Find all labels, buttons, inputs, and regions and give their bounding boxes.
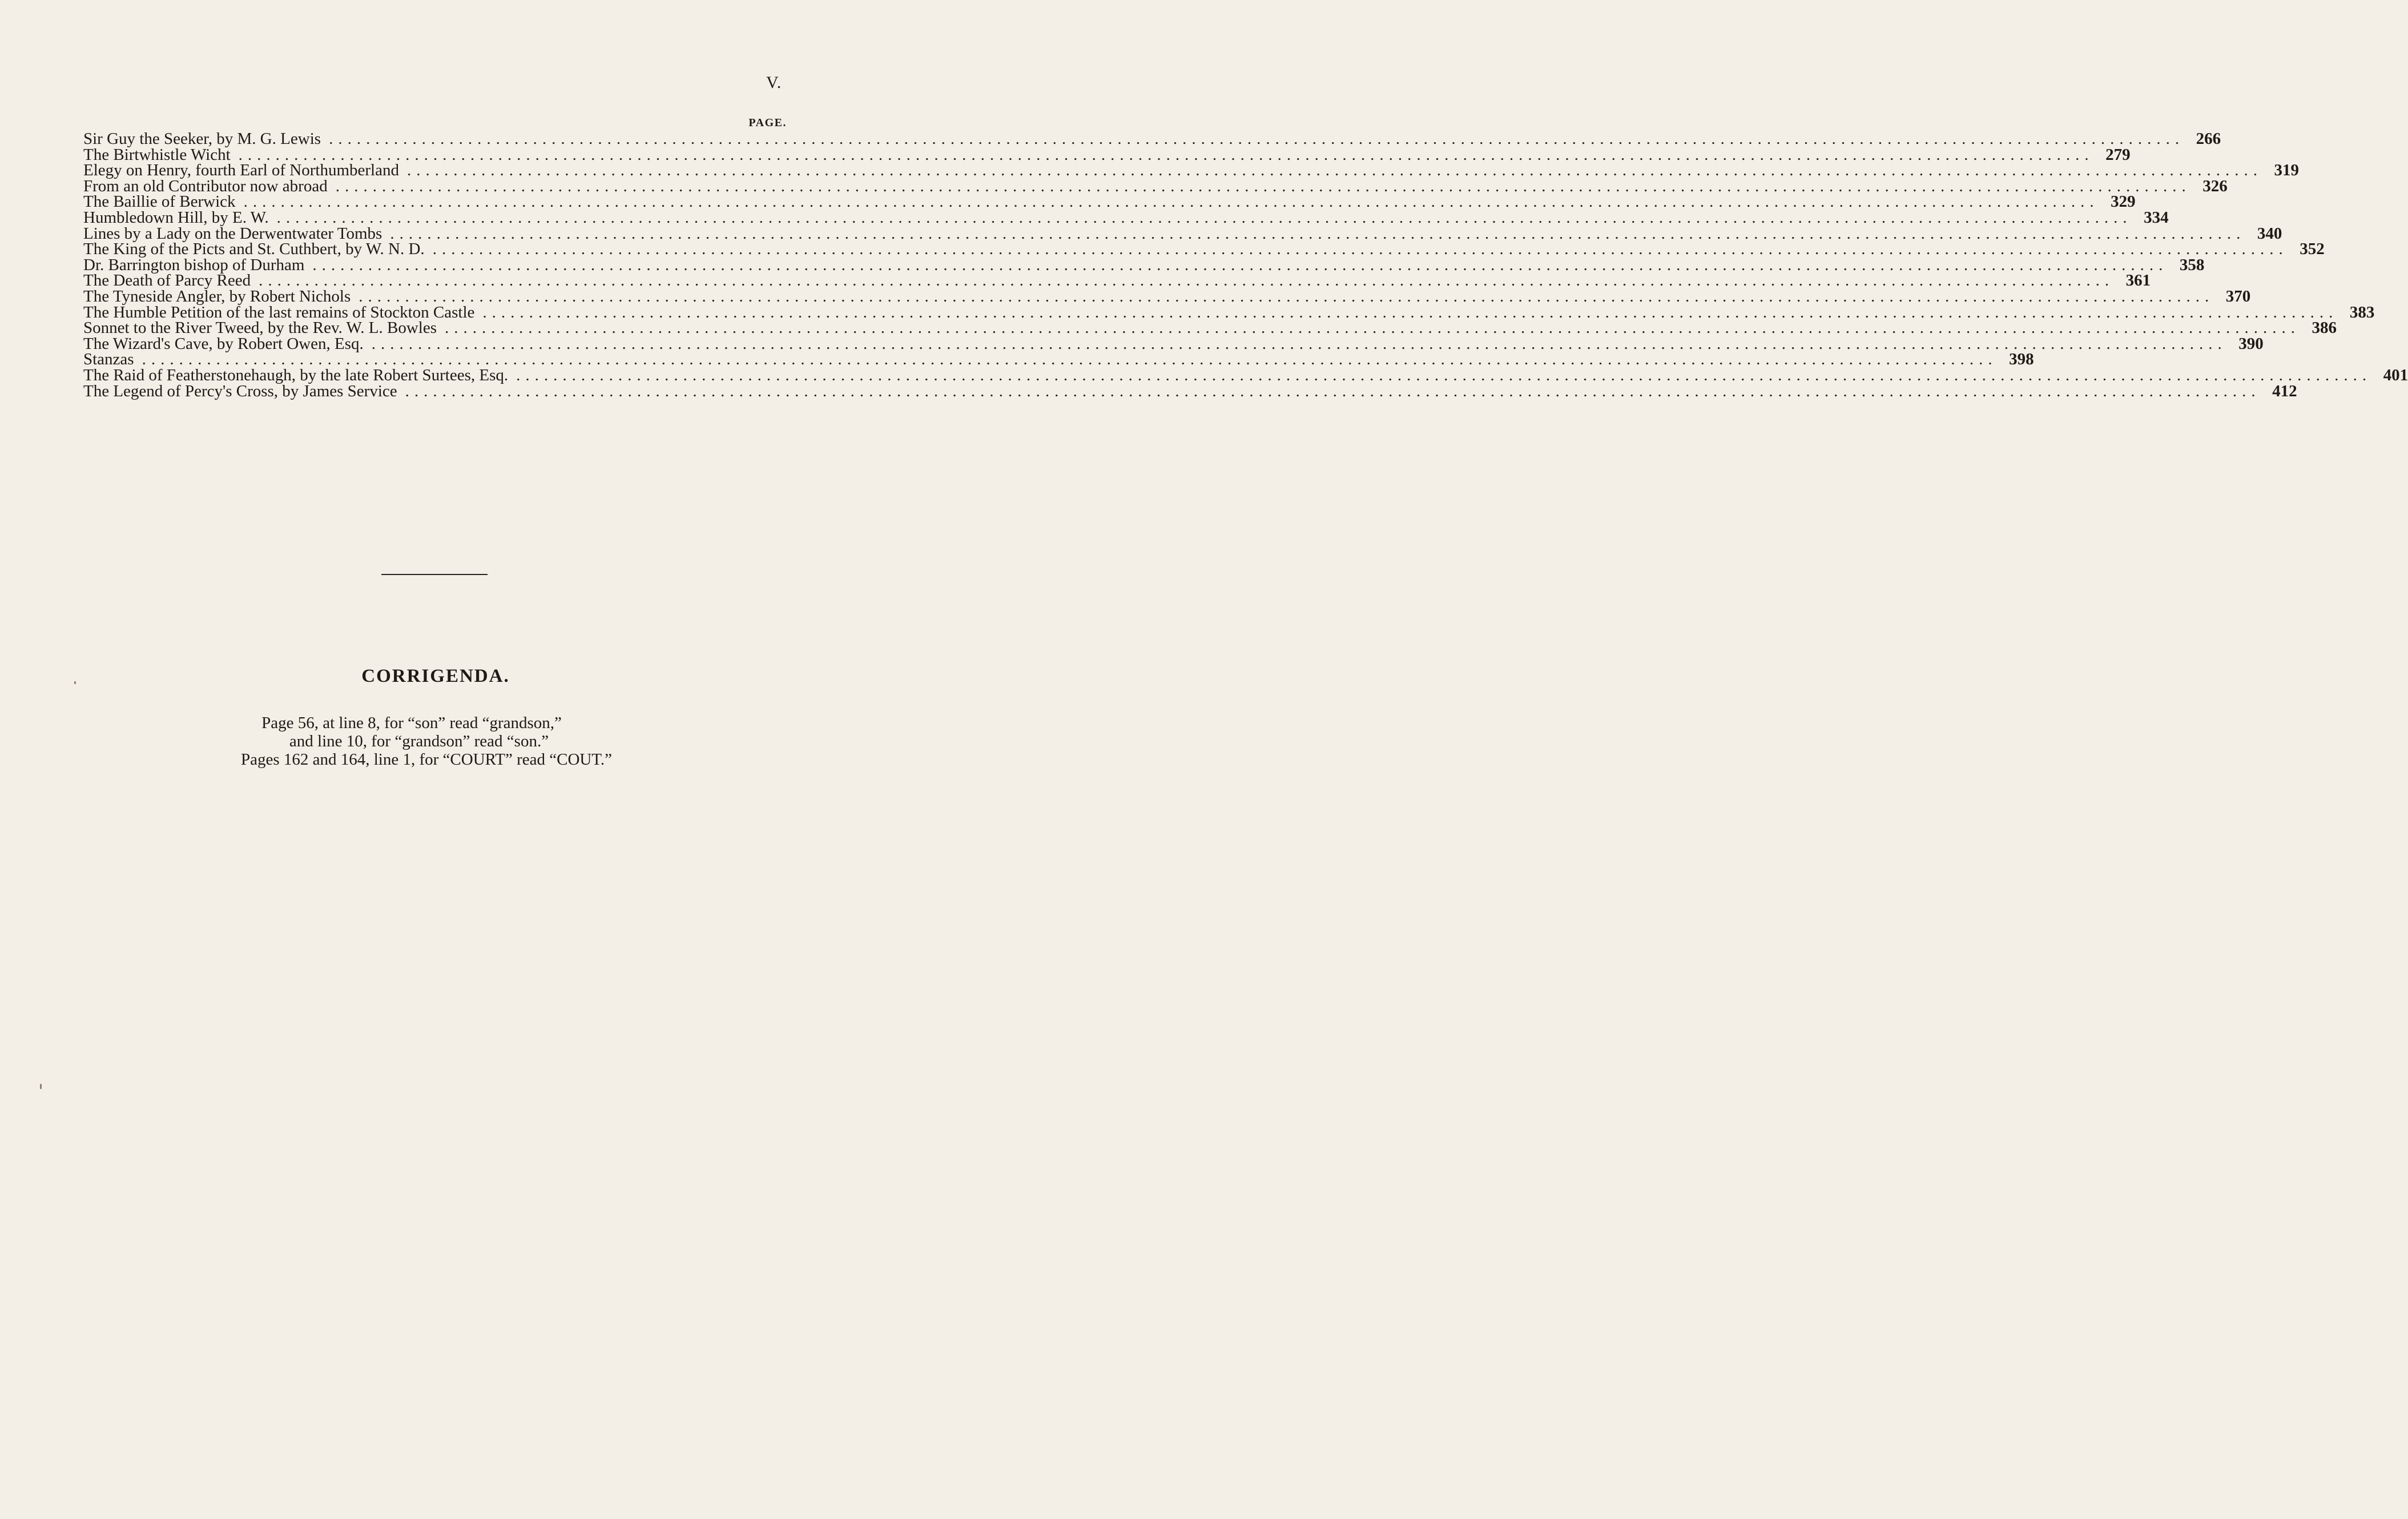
- toc-entry-page: 319: [2274, 161, 2299, 180]
- dot-leader: ........................................................................................................................................................................................................: [312, 255, 2168, 274]
- toc-entry-page: 412: [2272, 381, 2297, 400]
- dot-leader: ........................................................................................................................................................................................................: [359, 287, 2214, 306]
- table-of-contents: [83, 114, 2408, 400]
- toc-entry-title: The Death of Parcy Reed: [83, 271, 251, 290]
- toc-entry-page: 358: [2179, 255, 2205, 274]
- dot-leader: ........................................................................................................................................................................................................: [516, 365, 2372, 384]
- toc-entry-title: The Tyneside Angler, by Robert Nichols: [83, 287, 351, 306]
- toc-entry: [83, 208, 2169, 227]
- page-number: V.: [766, 73, 782, 92]
- toc-entry-page: 370: [2225, 287, 2251, 306]
- toc-entry-title: Humbledown Hill, by E. W.: [83, 208, 269, 227]
- toc-entry-title: The Wizard's Cave, by Robert Owen, Esq.: [83, 334, 364, 353]
- toc-entry: [83, 161, 2299, 180]
- toc-entry: [83, 176, 2228, 195]
- corrigenda-heading: CORRIGENDA.: [361, 666, 510, 686]
- toc-entry-page: 340: [2257, 224, 2282, 243]
- toc-entry: [83, 319, 2337, 337]
- toc-entry: [83, 192, 2136, 211]
- dot-leader: ........................................................................................................................................................................................................: [406, 161, 2262, 180]
- toc-entry: [83, 130, 2221, 148]
- paper-speck: [40, 1084, 42, 1089]
- dot-leader: ........................................................................................................................................................................................................: [329, 130, 2185, 148]
- dot-leader: ........................................................................................................................................................................................................: [444, 319, 2300, 337]
- toc-entry: [83, 271, 2151, 290]
- toc-entry-page: 361: [2125, 271, 2151, 290]
- toc-entry: [83, 145, 2131, 164]
- corrigenda-line: and line 10, for “grandson” read “son.”: [289, 732, 549, 750]
- dot-leader: ........................................................................................................................................................................................................: [405, 381, 2261, 400]
- dot-leader: ........................................................................................................................................................................................................: [142, 350, 1998, 369]
- toc-entry-page: 329: [2111, 192, 2136, 211]
- toc-entry-title: The Baillie of Berwick: [83, 192, 236, 211]
- toc-entry-page: 401: [2383, 365, 2408, 384]
- toc-entry-page: 266: [2196, 130, 2221, 148]
- paper-speck: [74, 681, 76, 684]
- toc-entry: [83, 365, 2408, 384]
- toc-entry-page: 334: [2144, 208, 2169, 227]
- toc-entry-title: The Humble Petition of the last remains of Stockton Castle: [83, 303, 475, 322]
- toc-entry-title: The Birtwhistle Wicht: [83, 145, 231, 164]
- toc-entry-page: 398: [2009, 350, 2034, 369]
- corrigenda-line: Pages 162 and 164, line 1, for “COURT” read “COUT.”: [240, 750, 613, 769]
- dot-leader: ........................................................................................................................................................................................................: [371, 334, 2227, 353]
- section-divider: [381, 574, 488, 575]
- dot-leader: ........................................................................................................................................................................................................: [276, 208, 2132, 227]
- toc-entry-page: 279: [2105, 145, 2131, 164]
- toc-entry-title: The Legend of Percy's Cross, by James Service: [83, 381, 397, 400]
- toc-entry: [83, 224, 2282, 243]
- toc-entry-title: The King of the Picts and St. Cuthbert, by W. N. D.: [83, 240, 425, 259]
- toc-entry-title: Sir Guy the Seeker, by M. G. Lewis: [83, 130, 321, 148]
- toc-entry: [83, 287, 2251, 306]
- toc-entry: [83, 303, 2375, 322]
- toc-entry-title: Stanzas: [83, 350, 134, 369]
- toc-entry-page: 326: [2202, 176, 2228, 195]
- page-column-header: PAGE.: [748, 116, 787, 129]
- toc-entry-page: 386: [2312, 319, 2337, 337]
- toc-entry-title: Lines by a Lady on the Derwentwater Tombs: [83, 224, 382, 243]
- toc-entry: [83, 240, 2325, 259]
- toc-entry: [83, 255, 2205, 274]
- dot-leader: ........................................................................................................................................................................................................: [482, 303, 2338, 322]
- toc-entry-page: 383: [2349, 303, 2375, 322]
- dot-leader: ........................................................................................................................................................................................................: [259, 271, 2115, 290]
- toc-entry-page: 352: [2300, 240, 2325, 259]
- toc-entry-title: Elegy on Henry, fourth Earl of Northumberland: [83, 161, 399, 180]
- dot-leader: ........................................................................................................................................................................................................: [243, 192, 2099, 211]
- toc-entry-title: From an old Contributor now abroad: [83, 176, 328, 195]
- toc-entry-title: Dr. Barrington bishop of Durham: [83, 255, 305, 274]
- dot-leader: ........................................................................................................................................................................................................: [238, 145, 2094, 164]
- dot-leader: ........................................................................................................................................................................................................: [432, 240, 2288, 259]
- toc-entry-title: Sonnet to the River Tweed, by the Rev. W. L. Bowles: [83, 319, 437, 337]
- toc-entry: [83, 381, 2297, 400]
- corrigenda-line: Page 56, at line 8, for “son” read “grandson,”: [261, 714, 562, 732]
- dot-leader: ........................................................................................................................................................................................................: [390, 224, 2246, 243]
- toc-entry: [83, 350, 2034, 369]
- toc-entry-page: 390: [2238, 334, 2264, 353]
- dot-leader: ........................................................................................................................................................................................................: [335, 176, 2191, 195]
- toc-entry: [83, 334, 2264, 353]
- toc-entry-title: The Raid of Featherstonehaugh, by the late Robert Surtees, Esq.: [83, 365, 509, 384]
- corrigenda-list: [0, 714, 871, 769]
